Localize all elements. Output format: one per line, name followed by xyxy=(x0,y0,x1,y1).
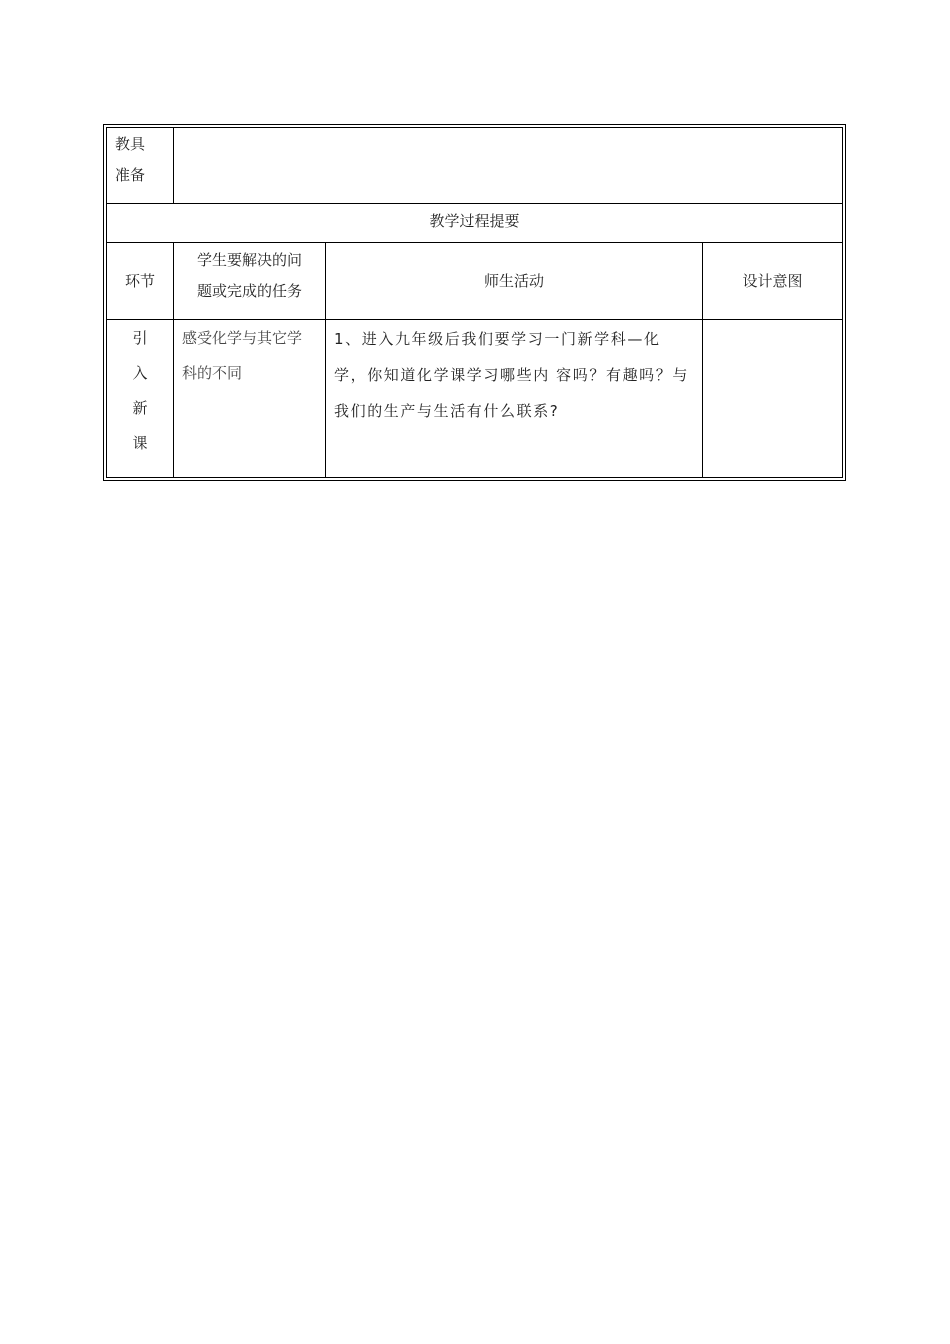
stage-char: 新 xyxy=(132,399,148,417)
lesson-plan-table xyxy=(106,127,843,478)
stage-char: 引 xyxy=(132,329,148,347)
stage-char: 课 xyxy=(132,434,148,452)
equipment-label-line2: 准备 xyxy=(115,166,146,184)
equipment-content-cell xyxy=(174,128,843,204)
stage-cell xyxy=(107,320,174,478)
activity-line1: 1、进入九年级后我们要学习一门新学科—化 xyxy=(334,330,661,348)
section-title-row xyxy=(107,204,843,243)
lesson-plan-table-frame xyxy=(103,124,846,481)
equipment-label-line1: 教具 xyxy=(115,135,146,153)
header-row xyxy=(107,243,843,320)
task-line2: 科的不同 xyxy=(182,364,243,382)
design-cell xyxy=(703,320,843,478)
stage-char: 入 xyxy=(132,364,148,382)
header-task-line1: 学生要解决的问 xyxy=(196,251,302,269)
section-title: 教学过程提要 xyxy=(107,204,843,243)
equipment-row xyxy=(107,128,843,204)
table-row xyxy=(107,320,843,478)
equipment-label-cell xyxy=(107,128,174,204)
activity-cell xyxy=(326,320,703,478)
header-task-line2: 题或完成的任务 xyxy=(196,282,302,300)
header-task xyxy=(174,243,326,320)
header-activity: 师生活动 xyxy=(326,243,703,320)
activity-line3: 我们的生产与生活有什么联系? xyxy=(334,402,560,420)
header-design: 设计意图 xyxy=(703,243,843,320)
header-stage: 环节 xyxy=(107,243,174,320)
task-cell xyxy=(174,320,326,478)
activity-line2: 学，你知道化学课学习哪些内 容吗？有趣吗？与 xyxy=(334,366,689,384)
task-line1: 感受化学与其它学 xyxy=(182,329,303,347)
